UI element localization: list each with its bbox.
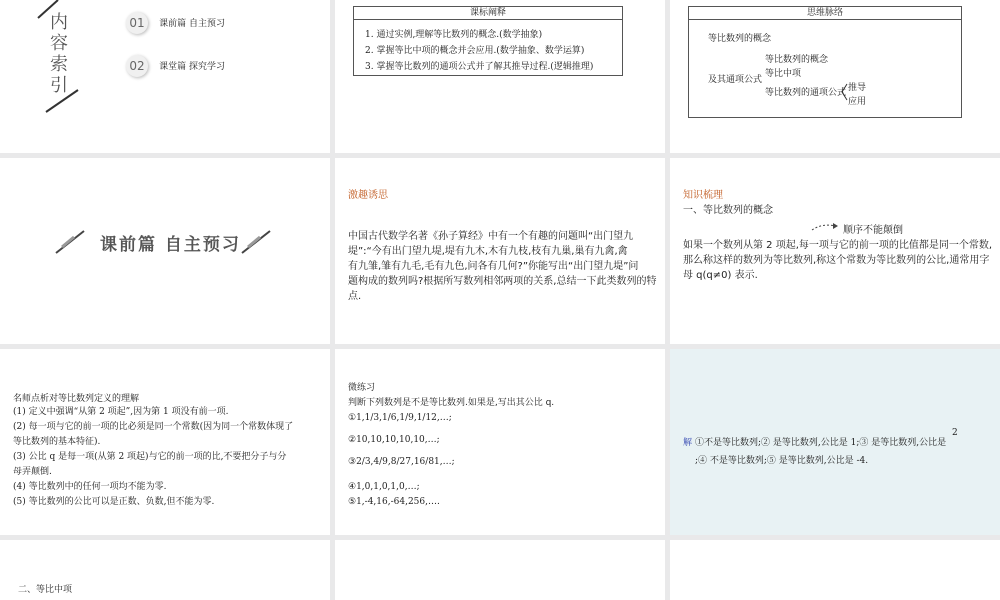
practice-prompt: 判断下列数列是不是等比数列.如果是,写出其公比 q.: [348, 398, 555, 408]
inspire-heading: 激趣诱思: [348, 190, 388, 201]
toc-label: 课堂篇 探究学习: [159, 62, 225, 72]
mindmap-leaf: 应用: [848, 97, 867, 107]
slide-toc: [0, 0, 330, 153]
slide-analysis: [0, 349, 330, 535]
bracket-icon: [839, 83, 849, 101]
mindmap-branch: 等比数列的通项公式: [765, 88, 847, 98]
practice-item: ②10,10,10,10,10,…;: [348, 435, 440, 445]
slide-solution: [670, 349, 1000, 535]
slide-inspire: [335, 158, 665, 344]
slide-knowledge: [670, 158, 1000, 344]
solution-line-1: ①不是等比数列;② 是等比数列,公比是 1;③ 是等比数列,公比是: [695, 438, 947, 448]
slide-blank: [335, 540, 665, 600]
analysis-heading: 名师点析对等比数列定义的理解: [13, 394, 140, 404]
decor-slash-icon: [44, 88, 80, 114]
knowledge-text: 如果一个数列从第 2 项起,每一项与它的前一项的比值都是同一个常数, 那么称这样的数列为等比数列,称这个常数为等比数列的公比,通常用字 母 q(q≠0) 表示.: [683, 240, 993, 281]
practice-item: ①1,1/3,1/6,1/9,1/12,…;: [348, 413, 452, 423]
mindmap-root-top: 等比数列的概念: [708, 34, 772, 44]
knowledge-subheading: 一、等比数列的概念: [683, 205, 773, 216]
curriculum-item: 2. 掌握等比中项的概念并会应用.(数学抽象、数学运算): [365, 46, 585, 56]
decor-slash-icon: [238, 228, 272, 256]
solution-line-2: ;④ 不是等比数列;⑤ 是等比数列,公比是 -4.: [695, 456, 869, 466]
toc-title: 内 容 索 引: [50, 12, 70, 96]
toc-num-circle: 01: [126, 12, 148, 34]
mindmap-branch: 等比中项: [765, 69, 802, 79]
slide-blank: [670, 540, 1000, 600]
analysis-text: (1) 定义中强调“从第 2 项起”,因为第 1 项没有前一项. (2) 每一项与它的前一项的比必须是同一个常数(因为同一个常数体现了 等比数列的基本特征). (3) 公比 q 是每一项(从第 2 项起)与它的前一项的比,不要把分子与分 母弄颠倒. (4) 等比数列中的任何一项均不能为零. (5) 等比数列的公比可以是正数、负数,但不能为零.: [13, 407, 294, 507]
solution-label: 解: [683, 438, 693, 448]
practice-item: ⑤1,-4,16,-64,256,….: [348, 497, 440, 507]
toc-num-circle: 02: [126, 55, 148, 77]
midterm-heading: 二、等比中项: [18, 585, 73, 595]
solution-fraction: 2: [952, 428, 958, 438]
knowledge-heading: 知识梳理: [683, 190, 723, 201]
curriculum-item: 3. 掌握等比数列的通项公式并了解其推导过程.(逻辑推理): [365, 62, 594, 72]
toc-item-2[interactable]: [126, 55, 225, 79]
mindmap-box: [688, 6, 962, 118]
decor-slash-icon: [52, 228, 86, 256]
slide-mindmap: [670, 0, 1000, 153]
practice-heading: 微练习: [348, 383, 376, 393]
slide-practice: [335, 349, 665, 535]
curriculum-box: [353, 6, 623, 76]
toc-label: 课前篇 自主预习: [159, 19, 225, 29]
knowledge-note: 顺序不能颠倒: [843, 225, 903, 236]
section-title: 课前篇 自主预习: [100, 235, 241, 255]
curriculum-item: 1. 通过实例,理解等比数列的概念.(数学抽象): [365, 30, 543, 40]
inspire-text: 中国古代数学名著《孙子算经》中有一个有趣的问题叫“出门望九 堤”:“今有出门望九堤,堤有九木,木有九枝,枝有九巢,巢有九禽,禽 有九雏,雏有九毛,毛有九色,问各有几何?”你能写出“出门望九堤”问 题构成的数列吗?根据所写数列相邻两项的关系,总结一下此类数列的特 点.: [348, 231, 657, 302]
curriculum-title: 课标阐释: [354, 7, 622, 20]
slide-midterm: [0, 540, 330, 600]
practice-item: ④1,0,1,0,1,0,…;: [348, 482, 420, 492]
slide-section: [0, 158, 330, 344]
mindmap-root-left: 及其通项公式: [708, 75, 763, 85]
mindmap-title: 思维脉络: [689, 7, 961, 20]
arrow-icon: [810, 222, 840, 232]
mindmap-branch: 等比数列的概念: [765, 55, 829, 65]
slide-curriculum: [335, 0, 665, 153]
mindmap-leaf: 推导: [848, 83, 867, 93]
practice-item: ③2/3,4/9,8/27,16/81,…;: [348, 457, 455, 467]
toc-item-1[interactable]: [126, 12, 225, 36]
